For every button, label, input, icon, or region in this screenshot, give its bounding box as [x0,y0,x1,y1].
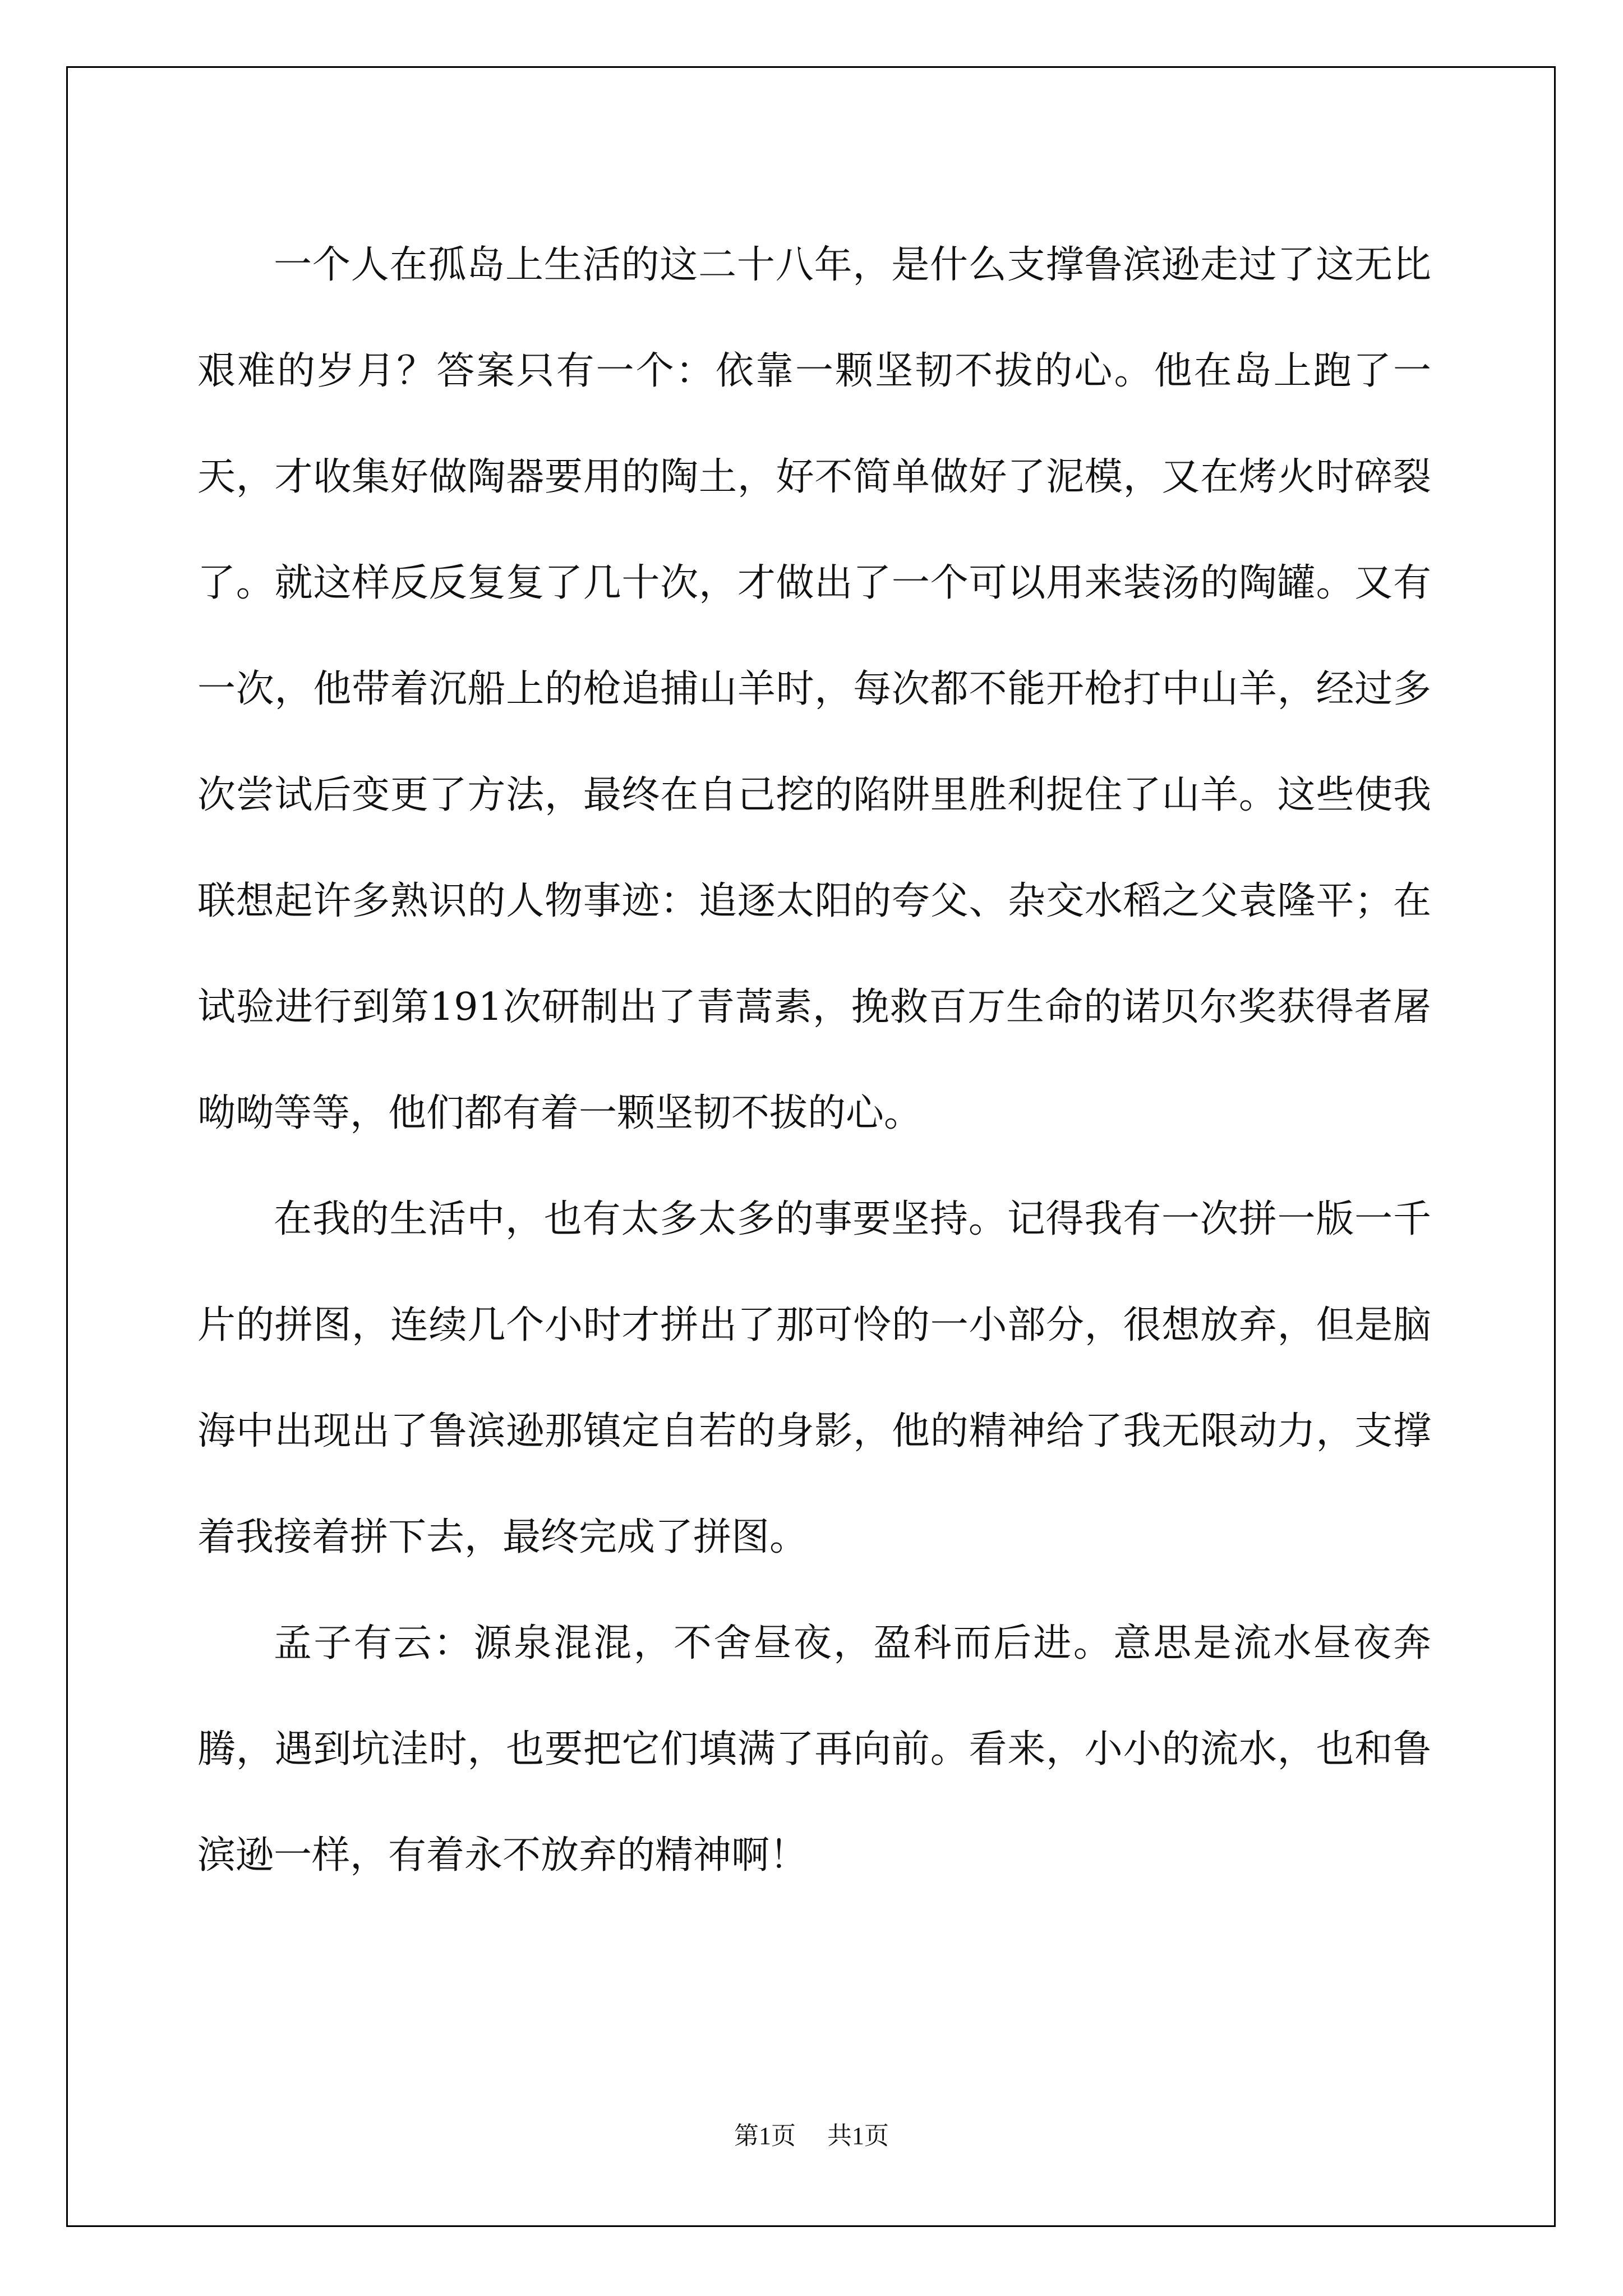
page-footer [0,2119,1623,2153]
document-body [197,212,1431,1908]
paragraph-1: 一个人在孤岛上生活的这二十八年，是什么支撑鲁滨逊走过了这无比艰难的岁月？答案只有一个：依靠一颗坚韧不拔的心。他在岛上跑了一天，才收集好做陶器要用的陶土，好不简单做好了泥模，又在烤火时碎裂了。就这样反反复复了几十次，才做出了一个可以用来装汤的陶罐。又有一次，他带着沉船上的枪追捕山羊时，每次都不能开枪打中山羊，经过多次尝试后变更了方法，最终在自己挖的陷阱里胜利捉住了山羊。这些使我联想起许多熟识的人物事迹：追逐太阳的夸父、杂交水稻之父袁隆平；在试验进行到第191次研制出了青蒿素，挽救百万生命的诺贝尔奖获得者屠呦呦等等，他们都有着一颗坚韧不拔的心。 [197,243,1431,1135]
page-count: 共1页 [827,2122,889,2150]
page-number: 第1页 [734,2122,796,2150]
paragraph-2: 在我的生活中，也有太多太多的事要坚持。记得我有一次拼一版一千片的拼图，连续几个小时才拼出了那可怜的一小部分，很想放弃，但是脑海中出现出了鲁滨逊那镇定自若的身影，他的精神给了我无限动力，支撑着我接着拼下去，最终完成了拼图。 [197,1197,1431,1559]
paragraph-3: 孟子有云：源泉混混，不舍昼夜，盈科而后进。意思是流水昼夜奔腾，遇到坑洼时，也要把它们填满了再向前。看来，小小的流水，也和鲁滨逊一样，有着永不放弃的精神啊！ [197,1621,1431,1878]
